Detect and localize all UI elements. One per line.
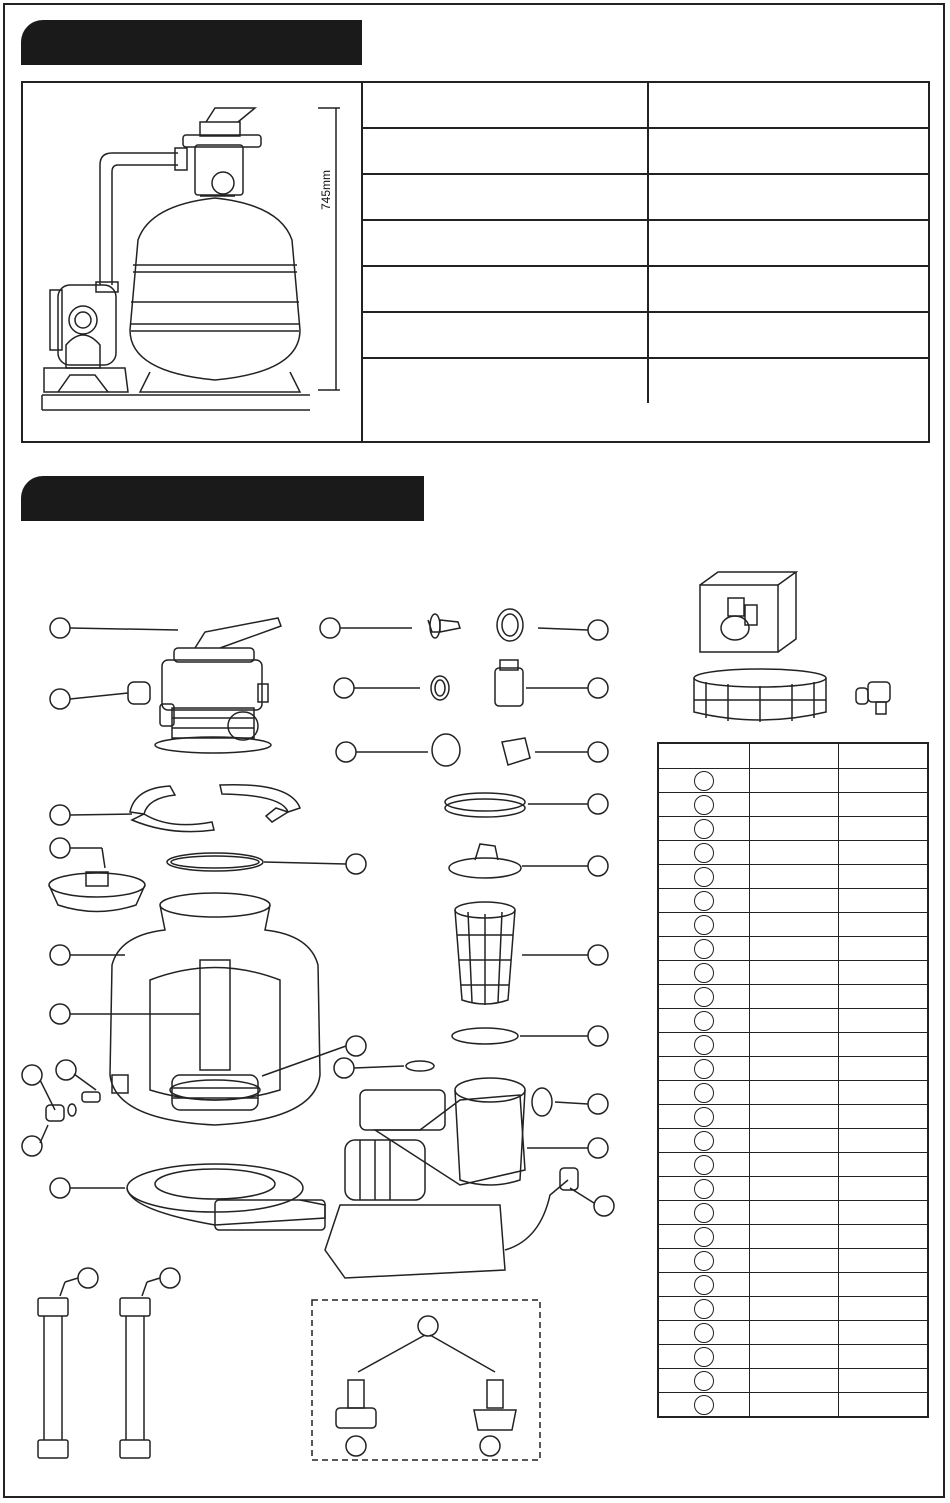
part-qty-cell [839,1249,929,1273]
part-number-bubble [694,1251,714,1271]
table-row [658,1369,928,1393]
adapter-parts [336,1335,516,1430]
table-row [658,1321,928,1345]
part-number-bubble [694,1371,714,1391]
gauge-part [128,682,150,704]
part-desc-cell [750,1177,839,1201]
part-qty-cell [839,1153,929,1177]
part-ref-cell [658,1225,750,1249]
header-desc [750,743,839,769]
table-row [658,865,928,889]
part-qty-cell [839,841,929,865]
part-ref-cell [658,769,750,793]
part-number-bubble [694,1323,714,1343]
part-number-bubble [694,1155,714,1175]
part-desc-cell [750,1033,839,1057]
parts-table-header [658,743,928,769]
part-ref-cell [658,1081,750,1105]
part-number-bubble [694,843,714,863]
part-desc-cell [750,1297,839,1321]
parts-table [657,742,929,1418]
table-row [658,1201,928,1225]
part-number-bubble [694,915,714,935]
part-number-bubble [694,891,714,911]
part-desc-cell [750,1129,839,1153]
part-qty-cell [839,1297,929,1321]
part-qty-cell [839,1201,929,1225]
product-box-icon [700,572,796,652]
filter-base-part [127,1164,325,1230]
part-qty-cell [839,961,929,985]
part-qty-cell [839,1177,929,1201]
pump-lid-parts [445,793,525,878]
table-row [658,1393,928,1418]
part-number-bubble [694,819,714,839]
header-qty [839,743,929,769]
part-qty-cell [839,1345,929,1369]
part-number-bubble [694,1011,714,1031]
table-row [658,985,928,1009]
part-ref-cell [658,1369,750,1393]
part-ref-cell [658,889,750,913]
part-ref-cell [658,985,750,1009]
part-number-bubble [694,867,714,887]
part-number-bubble [694,1131,714,1151]
part-number-bubble [694,1227,714,1247]
part-ref-cell [658,913,750,937]
part-ref-cell [658,1009,750,1033]
part-qty-cell [839,1225,929,1249]
drain-plug-part [46,1092,100,1121]
part-ref-cell [658,793,750,817]
part-qty-cell [839,769,929,793]
part-qty-cell [839,1393,929,1418]
table-row [658,769,928,793]
part-desc-cell [750,1009,839,1033]
part-qty-cell [839,1273,929,1297]
part-qty-cell [839,1009,929,1033]
part-desc-cell [750,865,839,889]
part-number-bubble [694,1299,714,1319]
part-ref-cell [658,841,750,865]
part-desc-cell [750,1153,839,1177]
table-row [658,889,928,913]
part-desc-cell [750,817,839,841]
table-row [658,841,928,865]
part-ref-cell [658,865,750,889]
part-number-bubble [694,963,714,983]
part-desc-cell [750,1369,839,1393]
part-number-bubble [694,1083,714,1103]
part-number-bubble [694,1395,714,1415]
table-row [658,913,928,937]
part-number-bubble [694,1347,714,1367]
adapter-group-box [312,1300,540,1460]
hose-icon [38,1298,150,1458]
part-ref-cell [658,1129,750,1153]
part-qty-cell [839,985,929,1009]
part-qty-cell [839,1369,929,1393]
clamp-part [130,785,300,832]
table-row [658,1249,928,1273]
table-row [658,793,928,817]
pump-motor-part [325,1078,578,1278]
table-row [658,817,928,841]
part-desc-cell [750,1225,839,1249]
table-row [658,1273,928,1297]
table-row [658,961,928,985]
part-ref-cell [658,1273,750,1297]
part-ref-cell [658,1105,750,1129]
part-ref-cell [658,1249,750,1273]
part-desc-cell [750,937,839,961]
part-number-bubble [694,795,714,815]
part-number-bubble [694,939,714,959]
part-desc-cell [750,985,839,1009]
part-ref-cell [658,937,750,961]
part-qty-cell [839,793,929,817]
part-desc-cell [750,1273,839,1297]
part-qty-cell [839,937,929,961]
part-number-bubble [694,771,714,791]
part-ref-cell [658,961,750,985]
part-qty-cell [839,889,929,913]
part-qty-cell [839,913,929,937]
part-qty-cell [839,1057,929,1081]
part-desc-cell [750,1081,839,1105]
part-number-bubble [694,1179,714,1199]
part-qty-cell [839,1105,929,1129]
table-row [658,1081,928,1105]
table-row [658,1009,928,1033]
table-row [658,1105,928,1129]
part-desc-cell [750,1201,839,1225]
part-ref-cell [658,1153,750,1177]
part-number-bubble [694,1203,714,1223]
part-qty-cell [839,1129,929,1153]
height-dimension-label: 745mm [319,169,333,210]
part-ref-cell [658,1201,750,1225]
filter-tank-part [110,893,320,1125]
parts-table-body [658,769,928,1418]
table-row [658,1033,928,1057]
pool-icon [694,669,826,722]
table-row [658,1057,928,1081]
part-ref-cell [658,1177,750,1201]
part-ref-cell [658,817,750,841]
part-number-bubble [694,1035,714,1055]
part-qty-cell [839,1081,929,1105]
diffuser-part [49,872,145,912]
part-desc-cell [750,1057,839,1081]
part-desc-cell [750,1345,839,1369]
part-number-bubble [694,1275,714,1295]
part-number-bubble [694,1059,714,1079]
part-ref-cell [658,1033,750,1057]
part-ref-cell [658,1057,750,1081]
part-desc-cell [750,793,839,817]
sand-filter-pump-drawing [42,108,340,410]
part-number-bubble [694,1107,714,1127]
part-ref-cell [658,1393,750,1418]
part-number-bubble [694,987,714,1007]
small-parts [428,609,530,766]
part-desc-cell [750,841,839,865]
table-row [658,1297,928,1321]
part-qty-cell [839,1321,929,1345]
table-row [658,1129,928,1153]
pump-o-ring-part [452,1028,518,1044]
part-desc-cell [750,889,839,913]
part-qty-cell [839,865,929,889]
adapter-icon [856,682,890,714]
part-ref-cell [658,1345,750,1369]
strainer-basket-part [455,902,515,1005]
part-desc-cell [750,961,839,985]
header-ref [658,743,750,769]
part-qty-cell [839,817,929,841]
part-desc-cell [750,1321,839,1345]
part-qty-cell [839,1033,929,1057]
part-desc-cell [750,1393,839,1418]
part-desc-cell [750,769,839,793]
part-ref-cell [658,1321,750,1345]
table-row [658,1345,928,1369]
table-row [658,1153,928,1177]
part-desc-cell [750,1249,839,1273]
multiport-valve-part [155,618,281,753]
part-ref-cell [658,1297,750,1321]
part-desc-cell [750,913,839,937]
part-desc-cell [750,1105,839,1129]
table-row [658,1177,928,1201]
table-row [658,937,928,961]
table-row [658,1225,928,1249]
